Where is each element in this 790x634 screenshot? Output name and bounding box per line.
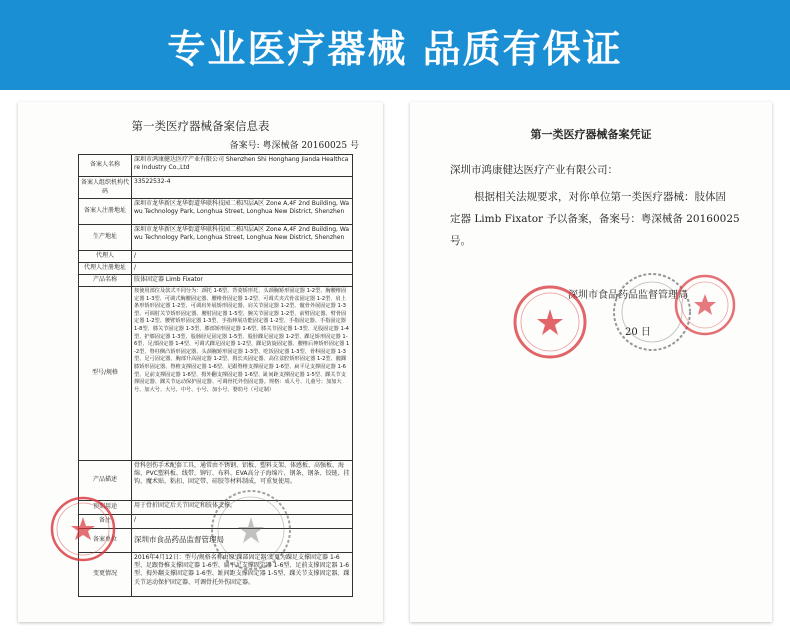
row-value: 33522532-4 bbox=[132, 177, 353, 199]
row-value: 肢体固定器 Limb Fixator bbox=[132, 275, 353, 287]
issuing-authority: 深圳市食品药品监督管理局 bbox=[568, 290, 688, 301]
banner-title: 专业医疗器械 品质有保证 bbox=[167, 26, 623, 71]
row-label: 备案人名称 bbox=[79, 155, 132, 177]
row-value: 深圳市食品药品监督管理局 bbox=[132, 529, 353, 553]
issue-date: 20 日 bbox=[625, 327, 651, 338]
row-label: 代理人 bbox=[79, 251, 132, 263]
table-row bbox=[79, 177, 353, 199]
filing-info-form bbox=[18, 102, 383, 622]
top-banner bbox=[0, 0, 790, 90]
table-row bbox=[79, 155, 353, 177]
row-label: 备案人注册地址 bbox=[79, 199, 132, 225]
row-label: 型号/规格 bbox=[79, 287, 132, 461]
form-title: 第一类医疗器械备案信息表 bbox=[131, 119, 270, 133]
row-label: 备案单位 bbox=[79, 529, 132, 553]
row-value: 深圳市鸿康健达医疗产业有限公司 Shenzhen Shi Honghang Jianda Healthcare Industry Co.,Ltd bbox=[132, 155, 353, 177]
certificate-body bbox=[450, 186, 740, 252]
filing-number: 备案号: 粤深械备 20160025 号 bbox=[229, 141, 359, 151]
row-value: 深圳市龙华新区龙华街道华联科技园二栋四层A区 Zone A,4F 2nd Building, Wawu Technology Park, Longhua Street, Longhua New District, Shenzhen bbox=[132, 199, 353, 225]
official-seal-stamp bbox=[208, 487, 294, 573]
red-seal-stamp bbox=[48, 494, 118, 564]
table-row bbox=[79, 287, 353, 461]
red-seal-stamp bbox=[510, 282, 590, 362]
body-line: 定器 Limb Fixator 予以备案，备案号：粤深械备 20160025 bbox=[450, 213, 740, 225]
row-value: / bbox=[132, 251, 353, 263]
row-label: 预期用途 bbox=[79, 501, 132, 515]
body-line: 号。 bbox=[450, 235, 471, 247]
certificate-title: 第一类医疗器械备案凭证 bbox=[530, 128, 652, 141]
row-label: 变更情况 bbox=[79, 553, 132, 597]
row-label: 备注 bbox=[79, 515, 132, 529]
filing-certificate bbox=[410, 102, 772, 622]
addressee: 深圳市鸿康健达医疗产业有限公司： bbox=[450, 164, 618, 176]
row-label: 备案人组织机构代码 bbox=[79, 177, 132, 199]
row-value: / bbox=[132, 515, 353, 529]
table-row bbox=[79, 263, 353, 275]
row-label: 产品描述 bbox=[79, 461, 132, 501]
row-value: / bbox=[132, 263, 353, 275]
table-row bbox=[79, 199, 353, 225]
row-label: 产品名称 bbox=[79, 275, 132, 287]
red-seal-stamp bbox=[672, 272, 738, 338]
table-row bbox=[79, 225, 353, 251]
row-label: 代理人注册地址 bbox=[79, 263, 132, 275]
row-value: 用于骨折固定后关节固定和肢体支撑。 bbox=[132, 501, 353, 515]
row-value: 深圳市龙华新区龙华街道华联科技园二栋四层A区 Zone A,4F 2nd Building, Wawu Technology Park, Longhua Street, Longhua New District, Shenzhen bbox=[132, 225, 353, 251]
body-line: 根据相关法规要求，对你单位第一类医疗器械：肢体固 bbox=[474, 191, 726, 203]
row-value: 按使用部位及款式不同分为：颈托 1-6型、背姿矫形托、头颈胸矫形固定器 1-2型、胸腰椎固定器 1-3型、可调式胸腰固定器、腰椎骨固定器 1-2型、可调式夹式骨盆固定器 1-2型、肩上条形矫形固定器 1-2型、可调肩外展矫形固定器、肩关节固定器 1-2型、髋骨外展固定器 1-3型、可调肘关节矫形固定器、腰肘固定器 1-5型、腕关节固定器 1-2型、前臂固定器、臂骨固定器 1-2型、腰臂矫形固定器 1-3型、手指伸展功能固定器 1-2型、手指固定器、手指固定器 1-8型、膝关节固定器 1-3型、膝部矫形固定器 1-6型、膝关节固定器 1-3型、足股固定器 1-4型、护膝固定器 1-3型、股肠胫足固定器 1-5型、股胫踝足固定器 1-2型、踝足矫形固定器 1-6型、足部固定器 1-4型、可调式踝足固定器 1-2型、踝足防旋固定器、腰椎后伸矫形固定器 1-2型、脊柱侧凸矫形固定器、头颈胸矫形固定器 1-3型、吃饭固定器 1-3型、骨科固定器 1-3型、足弓固定器、胸部升高固定器 1-2型、拇长夹固定器、高位盆腔矫形固定器 1-2型、髋踝膝矫形固定器、脊椎支撑固定器 1-6型、足跟脊椎支撑固定器 1-6型、扁平足支撑固定器 1-6型、足前支撑固定器 1-6型、拇外翻支撑固定器 1-6型、趾间距支撑固定器 1-5型、踝关节支撑固定器、踝关节运动保护固定器、可调骨托外伤固定器。规格：成人号、儿童号；加加大号、加大号、大号、中号、小号、加小号、婴幼号（可定制） bbox=[132, 287, 353, 461]
table-row bbox=[79, 251, 353, 263]
row-value: 2016年4月12日：型号/规格名称由原'踝部固定器'变更为踝足支撑固定器 1-6型、足跟脊椎支撑固定器 1-6型、扁平足支撑固定器 1-6型、足前支撑固定器 1-6型、拇外翻支撑固定器 1-6型、趾间距支撑固定器 1-5型、踝关节支撑固定器、踝关节运动保护固定器、可调骨托外伤固定器。 bbox=[132, 553, 353, 597]
row-label: 生产地址 bbox=[79, 225, 132, 251]
table-row bbox=[79, 275, 353, 287]
row-value: 骨科创伤手术配套工具，通常由不锈钢、铝板、塑料支架、体感板、高强板、海绵、PVC塑料板、线带、铆钉、布料、EVA高分子海绵片、钢条、钢条、铰链、挂钩、魔术贴、粘扣、固定带、硅胶等材料制成，可重复使用。 bbox=[132, 461, 353, 501]
